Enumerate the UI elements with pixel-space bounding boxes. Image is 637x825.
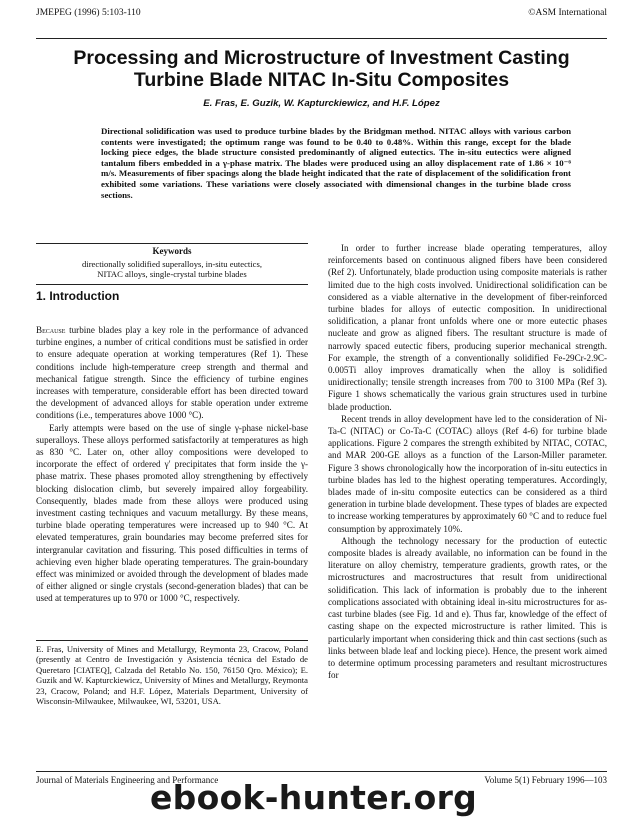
keywords-title: Keywords [152, 246, 192, 256]
right-column-body [328, 242, 607, 681]
paragraph: Early attempts were based on the use of single γ-phase nickel-base superalloys. These alloys performed satisfactorily at temperatures as high as 830 °C. Later on, other alloy compositions were developed to incorporate the effect of ordered γ′ precipitates that form inside the γ-phase matrix. These phases promoted alloy strengthening by effectively blocking dislocation climb, but severely impaired alloy forgeability. Consequently, blades made from these alloys were produced using investment casting techniques and vacuum metallurgy. By these means, turbine blade operating temperatures were increased up to 940 °C. At elevated temperatures, grain boundaries may become preferred sites for intergranular cavitation and fissuring. This posed difficulties in terms of achieving even higher blade operating temperatures. The grain-boundary effect was minimized or avoided through the development of blades made of either aligned or single crystals (second-generation blades) that can be used at temperatures up to 970 or 1000 °C, respectively. [36, 422, 308, 604]
paragraph-text: turbine blades play a key role in the performance of advanced turbine engines, a number of critical conditions must be satisfied in order to ensure adequate operation at working temperatures (Ref 1). These conditions include high-temperature creep strength and thermal and mechanical fatigue strength. Since the efficiency of turbine engines increases with temperature, considerable effort has been directed toward the development of advanced alloys for stable operation under extreme conditions (i.e., temperatures above 1000 °C). [36, 325, 308, 421]
lead-in: Because [36, 325, 66, 335]
watermark: ebook-hunter.org [150, 778, 478, 817]
keywords-line: NITAC alloys, single-crystal turbine blades [97, 269, 247, 280]
section-heading: 1. Introduction [36, 289, 120, 303]
keywords-line: directionally solidified superalloys, in-situ eutectics, [82, 259, 262, 270]
left-column-body [36, 324, 308, 605]
journal-reference: JMEPEG (1996) 5:103-110 [36, 8, 141, 18]
paragraph [36, 324, 308, 422]
footer-journal: Journal of Materials Engineering and Performance [36, 775, 219, 785]
footer-rule [36, 771, 607, 772]
keywords-box [36, 243, 308, 285]
footer-volume-page: Volume 5(1) February 1996—103 [484, 775, 607, 785]
author-list: E. Fras, E. Guzik, W. Kapturckiewicz, and H.F. López [203, 98, 440, 109]
paragraph: Although the technology necessary for the production of eutectic composite blades is already available, no information can be found in the literature on alloy chemistry, temperature gradients, growth rates, or the microstructures and macrostructures that result from unidirectional solidification. This lack of information is probably due to the inherent complications associated with obtaining ideal in-situ microstructures for as-cast turbine blades (see Fig. 1d and e). Thus far, knowledge of the effect of casting shape on the expected microstructure is rather limited. This is particularly important when considering thick and thin cast sections (such as links between blade leaf and locking piece). Hence, the present work aimed to determine optimum processing parameters and resultant microstructures for [328, 535, 607, 681]
author-affiliations: E. Fras, University of Mines and Metallurgy, Reymonta 23, Cracow, Poland (presently at Centro de Investigación y Asistencia técnica del Estado de Queretaro [CIATEQ], Calzada del Retablo No. 150, 76150 Qro. México); E. Guzik and W. Kapturckiewicz, University of Mines and Metallurgy, Reymonta 23, Cracow, Poland; and H.F. López, Materials Department, University of Wisconsin-Milwaukee, Milwaukee, WI, 53201, USA. [36, 640, 308, 706]
paper-title: Processing and Microstructure of Investment Casting Turbine Blade NITAC In-Situ Composites [73, 47, 570, 91]
paragraph: Recent trends in alloy development have led to the consideration of Ni-Ta-C (NITAC) or Co-Ta-C (COTAC) alloys (Ref 4-6) for turbine blade applications. Figure 2 compares the strength exhibited by NITAC, COTAC, and MAR 200-GE alloys as a function of the Larson-Miller parameter. Figure 3 shows chronologically how the incorporation of in-situ eutectics in turbine blades has led to the highest operating temperatures. Accordingly, blades made of in-situ composite eutectics can be considered as a third generation in turbine blade development. These types of blades are expected to increase working temperatures by approximately 60 °C and to reduce fuel consumption by approximately 10%. [328, 413, 607, 534]
paragraph: In order to further increase blade operating temperatures, alloy reinforcements based on continuous aligned fibers have been considered (Ref 2). Unfortunately, blade production using composite materials is rather limited due to the high costs involved. Unidirectional solidification can be considered as a viable alternative in the development of fiber-reinforced turbine blades for alloys of eutectic composition. In unidirectional solidification, a planar front unfolds where one or more eutectic phases nucleate and grow as aligned fibers. The resultant structure is made of narrowly spaced eutectic fibers, producing superior mechanical strength. For example, the strength of a conventionally solidified Fe-29Cr-2.9C-0.005Ti alloy improves dramatically when the alloy is solidified unidirectionally; tensile strength increases from 700 to 3100 MPa (Ref 3). Figure 1 shows schematically the various grain structures used in turbine blade production. [328, 243, 607, 412]
publisher-copyright: ©ASM International [528, 8, 607, 18]
abstract: Directional solidification was used to produce turbine blades by the Bridgman method. NITAC alloys with various carbon contents were investigated; the optimum range was found to be 0.40 to 0.48%. Within this range, except for the blade locking piece edges, the blade structure consisted predominantly of aligned eutectics. The in-situ eutectics were aligned tantalum fibers embedded in a γ-phase matrix. The blades were produced using an alloy displacement rate of 1.86 × 10⁻⁶ m/s. Measurements of fiber spacings along the blade height indicated that the rate of displacement of the solidification front exhibited some variations. These variations were closely associated with dimensional changes in the turbine blade cross sections. [101, 126, 571, 200]
header-rule [36, 38, 607, 39]
